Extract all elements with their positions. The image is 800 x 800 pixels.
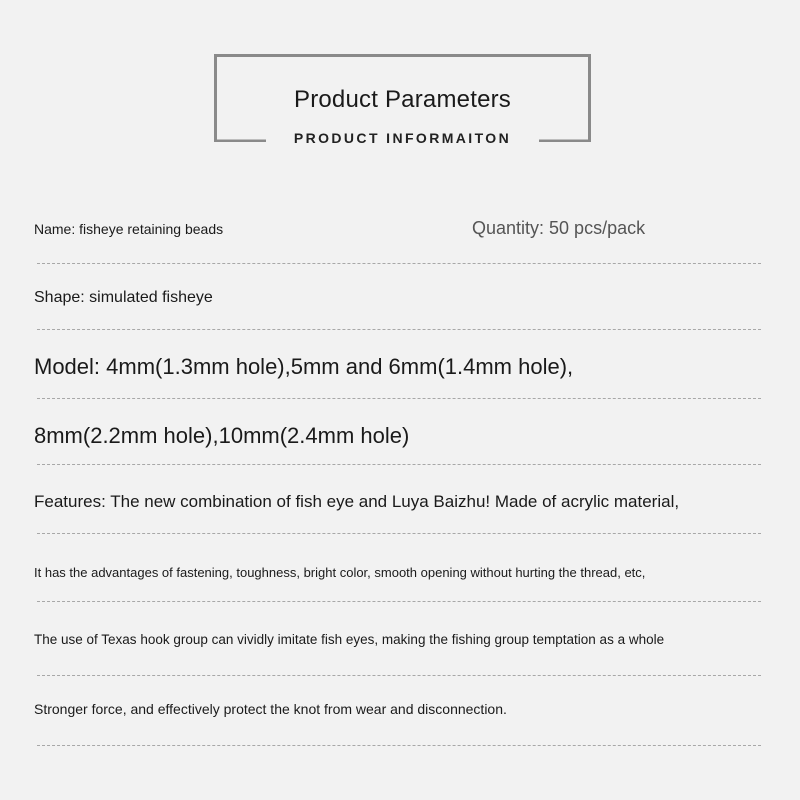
- product-model-line1: Model: 4mm(1.3mm hole),5mm and 6mm(1.4mm hole),: [34, 354, 574, 379]
- product-shape: Shape: simulated fisheye: [34, 289, 213, 306]
- product-quantity: Quantity: 50 pcs/pack: [472, 218, 646, 238]
- divider: [37, 675, 761, 676]
- divider: [37, 464, 761, 465]
- divider: [37, 263, 761, 264]
- product-advantages: It has the advantages of fastening, toughness, bright color, smooth opening without hurting the thread, etc,: [34, 565, 646, 580]
- divider: [37, 533, 761, 534]
- divider: [37, 745, 761, 746]
- product-stronger-force: Stronger force, and effectively protect the knot from wear and disconnection.: [34, 701, 507, 717]
- divider: [37, 398, 761, 399]
- title-frame: [214, 54, 591, 146]
- product-model-line2: 8mm(2.2mm hole),10mm(2.4mm hole): [34, 423, 410, 448]
- divider: [37, 601, 761, 602]
- page-subtitle: PRODUCT INFORMAITON: [293, 130, 512, 146]
- divider: [37, 329, 761, 330]
- product-texas-hook: The use of Texas hook group can vividly imitate fish eyes, making the fishing group temptation as a whole: [34, 632, 665, 647]
- product-features: Features: The new combination of fish eye and Luya Baizhu! Made of acrylic material,: [34, 492, 680, 511]
- page-title: Product Parameters: [293, 86, 512, 113]
- product-name: Name: fisheye retaining beads: [34, 221, 224, 237]
